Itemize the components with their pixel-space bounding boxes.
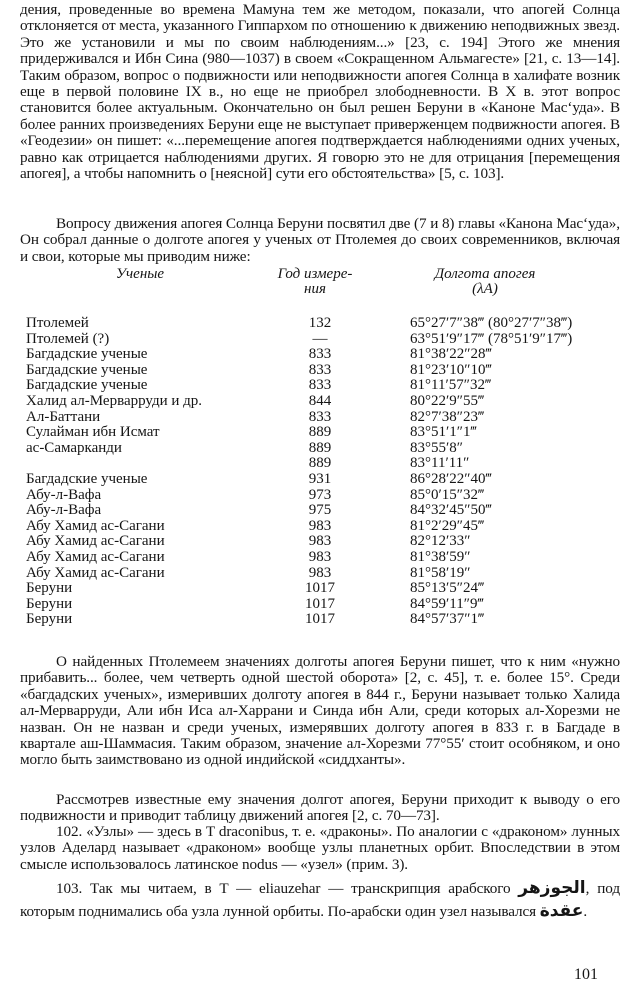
column-header-scientists: Ученые — [115, 266, 165, 282]
cell-scientist: Ал-Баттани — [26, 408, 101, 425]
cell-year: 1017 — [305, 595, 335, 612]
table-row — [20, 534, 620, 550]
table-row — [20, 456, 620, 472]
cell-scientist: Беруни — [26, 580, 73, 597]
paragraph-table-intro: Вопросу движения апогея Солнца Беруни посвятил две (7 и 8) главы «Канона Мас‘уда», Он собрал данные о долготе апогея у ученых от Птолемея до своих современников, включая и свои, которые мы приводим ниже: — [20, 215, 620, 265]
cell-year: 833 — [308, 377, 332, 394]
cell-scientist: Беруни — [26, 595, 73, 612]
table-row — [20, 472, 620, 488]
table-row — [20, 425, 620, 441]
paragraph-ptolemy-values: О найденных Птолемеем значениях долготы апогея Беруни пишет, что к ним «нужно прибавить... более, чем четверть одной шестой оборота» [2, с. 45], т. е. более 15°. Среди «багдадских ученых», измеривших долготу апогея в 844 г., Беруни называет только Халида ал-Мерварруди, Али ибн Иса ал-Харрани и Синда ибн Али, среди которых ал-Хорезми не назван. Он не назван и среди ученых, измерявших долготу апогея в 833 г. в Багдаде в квартале аш-Шаммасия. Таким образом, значение ал-Хорезми 77°55′ стоит особняком, и оно могло быть заимствовано из одной индийской «сиддханты». — [20, 653, 620, 769]
cell-year: 983 — [308, 564, 332, 581]
cell-year: 983 — [308, 548, 332, 565]
cell-year: — — [312, 330, 328, 347]
cell-year: 889 — [308, 455, 332, 472]
cell-scientist: Абу Хамид ас-Сагани — [26, 517, 165, 534]
cell-scientist: Абу Хамид ас-Сагани — [26, 548, 165, 565]
footnote-103 — [20, 877, 620, 923]
cell-year: 833 — [308, 408, 332, 425]
table-row — [20, 488, 620, 504]
cell-scientist: Птолемей (?) — [26, 330, 110, 347]
column-header-longitude — [415, 267, 555, 297]
cell-year: 889 — [308, 439, 332, 456]
cell-longitude: 85°0′15″32‴ — [410, 486, 485, 503]
table-row — [20, 394, 620, 410]
cell-longitude: 81°38′22″28‴ — [410, 346, 492, 363]
cell-year: 833 — [308, 346, 332, 363]
cell-longitude: 63°51′9″17‴ (78°51′9″17‴) — [410, 330, 573, 347]
column-header-year-text: Год измере- ния — [277, 266, 353, 297]
table-row — [20, 347, 620, 363]
cell-longitude: 83°51′1″1‴ — [410, 424, 477, 441]
cell-year: 975 — [308, 502, 332, 519]
cell-longitude: 82°7′38″23‴ — [410, 408, 485, 425]
cell-longitude: 80°22′9″55‴ — [410, 392, 485, 409]
cell-scientist: Багдадские ученые — [26, 470, 148, 487]
table-row — [20, 503, 620, 519]
cell-longitude: 83°11′11″ — [410, 455, 470, 472]
cell-scientist: Багдадские ученые — [26, 346, 148, 363]
cell-scientist: Халид ал-Мерварруди и др. — [26, 392, 203, 409]
cell-scientist: Беруни — [26, 611, 73, 628]
cell-longitude: 81°23′10″10‴ — [410, 361, 492, 378]
table-row — [20, 550, 620, 566]
cell-longitude: 81°2′29″45‴ — [410, 517, 485, 534]
cell-scientist: Абу-л-Вафа — [26, 486, 102, 503]
paragraph-conclusion: Рассмотрев известные ему значения долгот апогея, Беруни приходит к выводу о его подвижности и приводит таблицу движений апогея [2, с. 70—73]. — [20, 791, 620, 825]
column-header-year — [260, 267, 370, 297]
column-header-longitude-text: Долгота апогея (λA) — [434, 266, 536, 297]
table-row — [20, 332, 620, 348]
paragraph-continued: дения, проведенные во времена Мамуна тем же методом, показали, что апогей Солнца отклоняется от места, указанного Гиппархом по отношению к движению неподвижных звезд. Это же установили и мы по своим наблюдениям...» [23, с. 194] Этого же мнения придерживался и Ибн Сина (980—1037) в своем «Сокращенном Альмагесте» [21, с. 13—14]. Таким образом, вопрос о подвижности или неподвижности апогея Солнца в халифате возник еще в первой половине IX в., но еще не приобрел злободневности. В X в. этот вопрос становится более актуальным. Окончательно он был решен Беруни в «Каноне Мас‘уда». В более ранних произведениях Беруни еще не выступает приверженцем подвижности апогея. В «Геодезии» он пишет: «...перемещение апогея подтверждается наблюдениями одних ученых, равно как отрицается наблюдениями других. Я говорю это не для отрицания [перемещения апогея], а чтобы напомнить о [неясной] сути его обстоятельства» [5, с. 103]. — [20, 1, 620, 183]
cell-longitude: 83°55′8″ — [410, 439, 464, 456]
cell-scientist: ас-Самарканди — [26, 439, 122, 456]
cell-year: 844 — [308, 392, 332, 409]
cell-scientist: Сулайман ибн Исмат — [26, 424, 160, 441]
cell-longitude: 65°27′7″38‴ (80°27′7″38‴) — [410, 315, 573, 331]
cell-year: 833 — [308, 361, 332, 378]
cell-year: 889 — [308, 424, 332, 441]
cell-year: 1017 — [305, 611, 335, 628]
footnote-102: 102. «Узлы» — здесь в T draconibus, т. е. «драконы». По аналогии с «драконом» лунных узлов Аделард называет «драконом» вообще узлы планетных орбит. Впоследствии в этом смысле использовалось латинское nodus — «узел» (прим. 3). — [20, 823, 620, 873]
cell-longitude: 81°58′19″ — [410, 564, 471, 581]
cell-longitude: 81°38′59″ — [410, 548, 471, 565]
table-header — [20, 267, 620, 307]
cell-longitude: 85°13′5″24‴ — [410, 580, 485, 597]
cell-longitude: 84°57′37″1‴ — [410, 611, 485, 628]
table-row — [20, 410, 620, 426]
table-row — [20, 363, 620, 379]
table-row — [20, 316, 620, 332]
footnote-103-text-end: . — [583, 903, 588, 920]
cell-year: 973 — [308, 486, 332, 503]
table-row — [20, 441, 620, 457]
arabic-word-jawzahar: الجوزهر — [518, 878, 586, 898]
cell-scientist: Багдадские ученые — [26, 377, 148, 394]
apogee-longitude-table — [20, 316, 620, 628]
cell-year: 132 — [308, 315, 332, 331]
footnote-103-text-start: 103. Так мы читаем, в T — eliauzehar — транскрипция арабского — [56, 880, 519, 897]
cell-scientist: Багдадские ученые — [26, 361, 148, 378]
table-row — [20, 612, 620, 628]
cell-year: 931 — [308, 470, 332, 487]
arabic-word-uqda: عقدة — [539, 901, 584, 921]
cell-longitude: 84°32′45″50‴ — [410, 502, 492, 519]
page-number: 101 — [574, 966, 598, 983]
table-row — [20, 566, 620, 582]
table-row — [20, 378, 620, 394]
cell-scientist: Абу-л-Вафа — [26, 502, 102, 519]
table-row — [20, 519, 620, 535]
cell-year: 983 — [308, 517, 332, 534]
table-row — [20, 581, 620, 597]
cell-year: 1017 — [305, 580, 335, 597]
cell-scientist: Абу Хамид ас-Сагани — [26, 564, 165, 581]
table-row — [20, 597, 620, 613]
cell-longitude: 82°12′33″ — [410, 533, 471, 550]
cell-longitude: 86°28′22″40‴ — [410, 470, 492, 487]
cell-scientist: Птолемей — [26, 315, 89, 331]
cell-scientist: Абу Хамид ас-Сагани — [26, 533, 165, 550]
footnote-103-text-middle: , под которым поднимались оба узла лунной орбиты. По-арабски один узел назывался — [20, 880, 620, 920]
cell-longitude: 81°11′57″32‴ — [410, 377, 492, 394]
cell-longitude: 84°59′11″9‴ — [410, 595, 484, 612]
cell-year: 983 — [308, 533, 332, 550]
